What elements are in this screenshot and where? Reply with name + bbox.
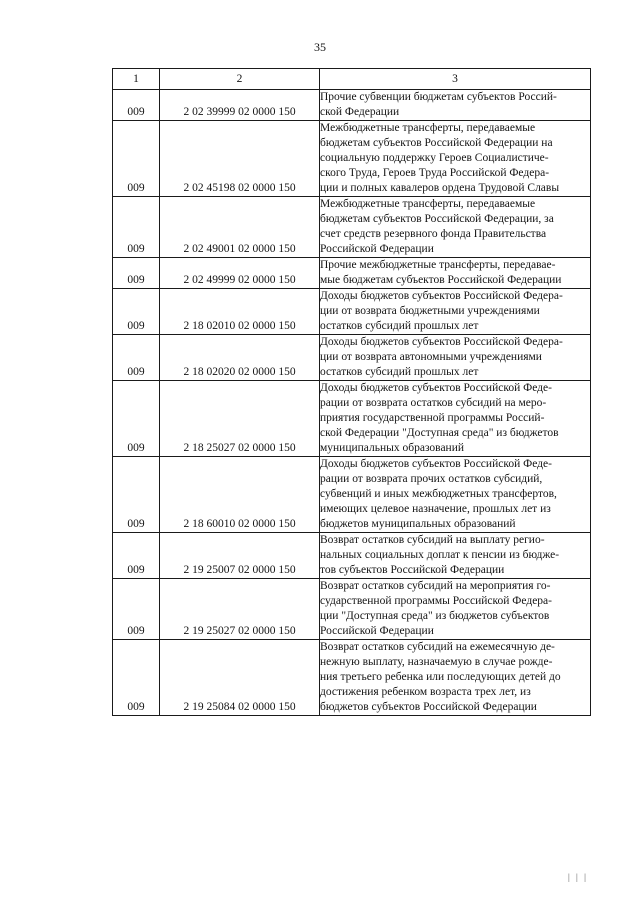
description-line: рации от возврата прочих остатков субсидий, [320,473,543,485]
income-code-cell: 2 02 49001 02 0000 150 [160,197,320,258]
description-line: Российской Федерации [320,625,434,637]
admin-code-cell: 009 [113,121,160,197]
income-description-cell [320,381,591,457]
description-line: остатков субсидий прошлых лет [320,320,479,332]
table-row [113,533,591,579]
description-line: Доходы бюджетов субъектов Российской Феде- [320,382,552,394]
description-line: ции "Доступная среда" из бюджетов субъектов [320,610,550,622]
description-line: Доходы бюджетов субъектов Российской Федера- [320,290,563,302]
description-line: Возврат остатков субсидий на мероприятия го- [320,580,551,592]
income-code-cell: 2 02 49999 02 0000 150 [160,258,320,289]
income-code-cell: 2 02 45198 02 0000 150 [160,121,320,197]
description-line: бюджетам субъектов Российской Федерации, за [320,213,554,225]
income-description-cell [320,640,591,716]
description-line: Межбюджетные трансферты, передаваемые [320,198,536,210]
income-description-cell [320,289,591,335]
income-code-cell: 2 18 02010 02 0000 150 [160,289,320,335]
income-description-cell [320,335,591,381]
table-row [113,289,591,335]
income-description-cell [320,579,591,640]
description-line: приятия государственной программы Россий- [320,412,545,424]
description-line: ского Труда, Героев Труда Российской Федера- [320,167,550,179]
description-line: ния третьего ребенка или последующих детей до [320,671,561,683]
description-line: счет средств резервного фонда Правительства [320,228,547,240]
table-row [113,258,591,289]
income-description-cell [320,121,591,197]
income-description-cell [320,457,591,533]
description-line: Прочие межбюджетные трансферты, передавае- [320,259,556,271]
description-line: ции от возврата бюджетными учреждениями [320,305,540,317]
column-header-3: 3 [320,69,591,90]
table-row [113,381,591,457]
description-line: нежную выплату, назначаемую в случае рожде- [320,656,553,668]
table-row [113,121,591,197]
description-line: социальную поддержку Героев Социалистиче- [320,152,549,164]
admin-code-cell: 009 [113,335,160,381]
footer-mark: | | | [568,872,588,882]
description-line: ции от возврата автономными учреждениями [320,351,542,363]
description-line: муниципальных образований [320,442,465,454]
budget-classification-table [112,68,591,716]
income-description-cell [320,533,591,579]
admin-code-cell: 009 [113,457,160,533]
description-line: остатков субсидий прошлых лет [320,366,479,378]
table-row [113,579,591,640]
table-header-row [113,69,591,90]
admin-code-cell: 009 [113,640,160,716]
description-line: ции и полных кавалеров ордена Трудовой Славы [320,182,560,194]
description-line: мые бюджетам субъектов Российской Федерации [320,274,562,286]
income-code-cell: 2 02 39999 02 0000 150 [160,90,320,121]
description-line: бюджетов субъектов Российской Федерации [320,701,537,713]
income-code-cell: 2 18 25027 02 0000 150 [160,381,320,457]
column-header-1: 1 [113,69,160,90]
table-row [113,640,591,716]
description-line: Доходы бюджетов субъектов Российской Федера- [320,336,563,348]
description-line: Возврат остатков субсидий на выплату регио- [320,534,545,546]
income-code-cell: 2 18 60010 02 0000 150 [160,457,320,533]
page-number: 35 [314,40,326,54]
description-line: ской Федерации [320,106,400,118]
income-description-cell [320,197,591,258]
description-line: Доходы бюджетов субъектов Российской Феде- [320,458,552,470]
admin-code-cell: 009 [113,289,160,335]
admin-code-cell: 009 [113,533,160,579]
table-row [113,335,591,381]
income-code-cell: 2 19 25007 02 0000 150 [160,533,320,579]
admin-code-cell: 009 [113,258,160,289]
income-code-cell: 2 18 02020 02 0000 150 [160,335,320,381]
description-line: имеющих целевое назначение, прошлых лет из [320,503,551,515]
income-description-cell [320,90,591,121]
description-line: ской Федерации "Доступная среда" из бюджетов [320,427,559,439]
column-header-2: 2 [160,69,320,90]
description-line: бюджетов муниципальных образований [320,518,516,530]
description-line: нальных социальных доплат к пенсии из бюдже- [320,549,560,561]
table-row [113,197,591,258]
description-line: Возврат остатков субсидий на ежемесячную де- [320,641,555,653]
income-code-cell: 2 19 25027 02 0000 150 [160,579,320,640]
income-code-cell: 2 19 25084 02 0000 150 [160,640,320,716]
table-row [113,457,591,533]
description-line: бюджетам субъектов Российской Федерации на [320,137,553,149]
admin-code-cell: 009 [113,579,160,640]
table-row [113,90,591,121]
description-line: сударственной программы Российской Федера- [320,595,552,607]
admin-code-cell: 009 [113,197,160,258]
income-description-cell [320,258,591,289]
description-line: достижения ребенком возраста трех лет, из [320,686,531,698]
description-line: тов субъектов Российской Федерации [320,564,505,576]
admin-code-cell: 009 [113,90,160,121]
table-body [113,90,591,716]
description-line: Прочие субвенции бюджетам субъектов Россий- [320,91,557,103]
description-line: Российской Федерации [320,243,434,255]
admin-code-cell: 009 [113,381,160,457]
description-line: субвенций и иных межбюджетных трансфертов, [320,488,557,500]
description-line: рации от возврата остатков субсидий на меро- [320,397,547,409]
description-line: Межбюджетные трансферты, передаваемые [320,122,536,134]
